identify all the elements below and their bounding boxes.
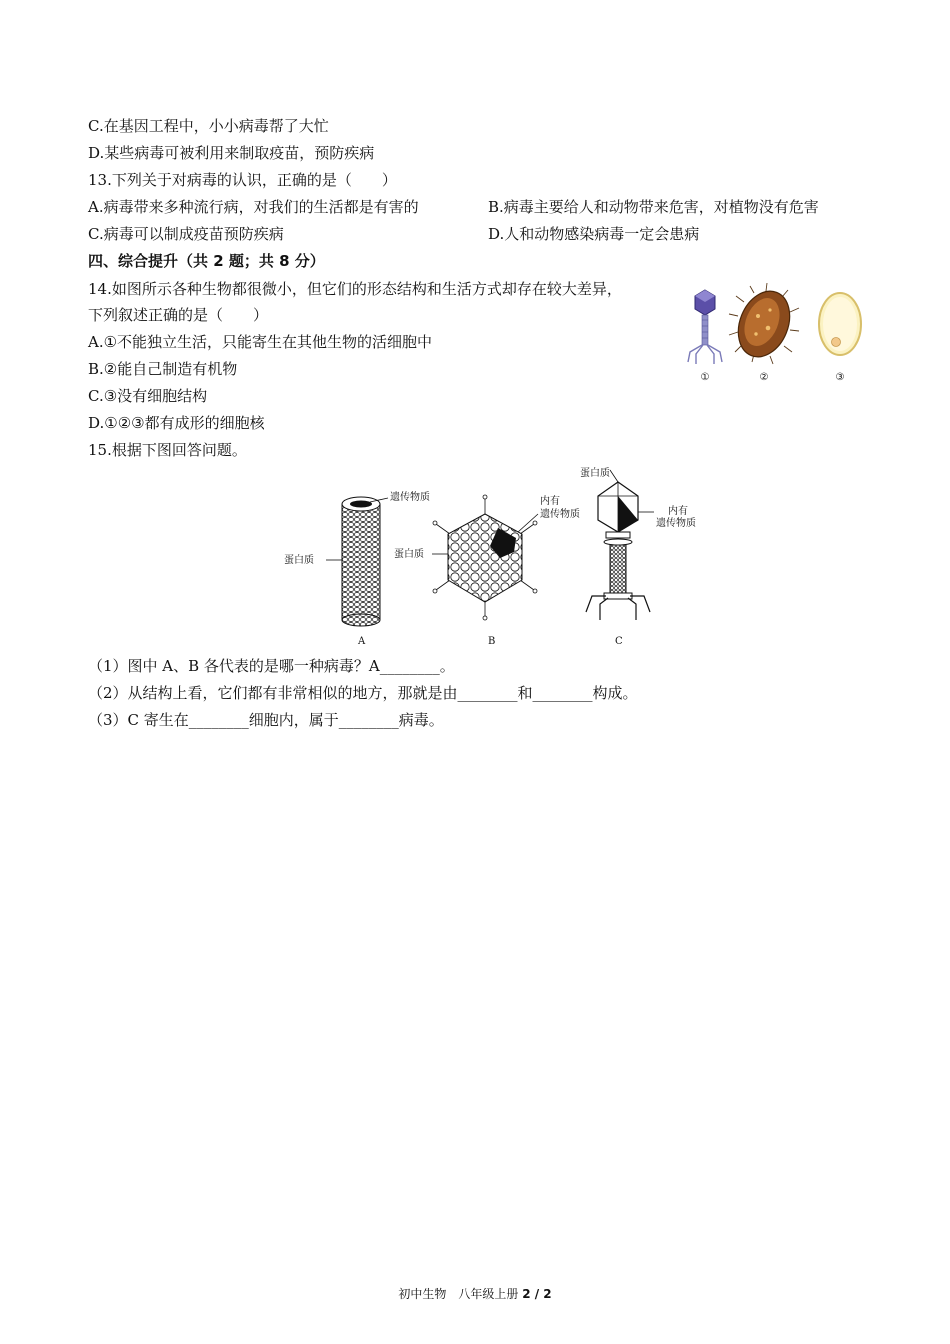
footer-page-number: 2 / 2 — [522, 1287, 552, 1301]
footer-subject: 初中生物 八年级上册 — [398, 1287, 519, 1301]
q15-sub3: （3）C 寄生在________细胞内，属于________病毒。 — [88, 711, 444, 729]
virus-c-inner-label-1: 内有 — [668, 506, 688, 517]
q14-organisms-figure — [676, 282, 876, 386]
virus-c-inner-label-2: 遗传物质 — [656, 518, 696, 529]
caption-c: C — [615, 636, 623, 647]
figure-label-2: ② — [759, 372, 769, 383]
q14-option-c: C.③没有细胞结构 — [88, 387, 208, 405]
page-footer — [0, 1285, 950, 1302]
virus-a-rod — [326, 497, 388, 626]
q14-stem-line2: 下列叙述正确的是（ ） — [88, 306, 269, 324]
virus-a-protein-label: 蛋白质 — [284, 555, 314, 566]
virus-c-phage — [586, 470, 654, 620]
figure-label-1: ① — [700, 372, 710, 383]
q13-option-a: A.病毒带来多种流行病，对我们的生活都是有害的 — [88, 198, 419, 216]
q14-option-b: B.②能自己制造有机物 — [88, 360, 238, 378]
figure-label-3: ③ — [835, 372, 845, 383]
q14-option-a: A.①不能独立生活，只能寄生在其他生物的活细胞中 — [88, 333, 433, 351]
q15-virus-figure — [270, 462, 710, 650]
q15-stem: 15.根据下图回答问题。 — [88, 441, 247, 459]
caption-a: A — [358, 636, 366, 647]
q12-option-c: C.在基因工程中，小小病毒帮了大忙 — [88, 117, 329, 135]
caption-b: B — [488, 636, 496, 647]
section-heading: 四、综合提升（共 2 题；共 8 分） — [88, 252, 325, 270]
yeast-cell-illustration — [819, 293, 861, 355]
q15-sub2: （2）从结构上看，它们都有非常相似的地方，那就是由________和________构成。 — [88, 684, 638, 702]
q13-option-d: D.人和动物感染病毒一定会患病 — [488, 225, 700, 243]
virus-b-inner-label-1: 内有 — [540, 496, 560, 507]
virus-a-genetic-label: 遗传物质 — [390, 492, 430, 503]
q14-option-d: D.①②③都有成形的细胞核 — [88, 414, 265, 432]
virus-c-protein-label: 蛋白质 — [580, 468, 610, 479]
virus-b-protein-label: 蛋白质 — [394, 549, 424, 560]
phage-illustration — [688, 290, 722, 364]
q13-option-b: B.病毒主要给人和动物带来危害，对植物没有危害 — [488, 198, 819, 216]
q13-option-c: C.病毒可以制成疫苗预防疾病 — [88, 225, 284, 243]
q15-sub1: （1）图中 A、B 各代表的是哪一种病毒？A________。 — [88, 657, 455, 675]
q13-stem: 13.下列关于对病毒的认识，正确的是（ ） — [88, 171, 397, 189]
q14-stem-line1: 14.如图所示各种生物都很微小，但它们的形态结构和生活方式却存在较大差异， — [88, 280, 622, 298]
bacterium-illustration — [729, 283, 799, 365]
virus-b-inner-label-2: 遗传物质 — [540, 509, 580, 520]
q12-option-d: D.某些病毒可被利用来制取疫苗，预防疾病 — [88, 144, 375, 162]
virus-b-sphere — [432, 495, 538, 620]
